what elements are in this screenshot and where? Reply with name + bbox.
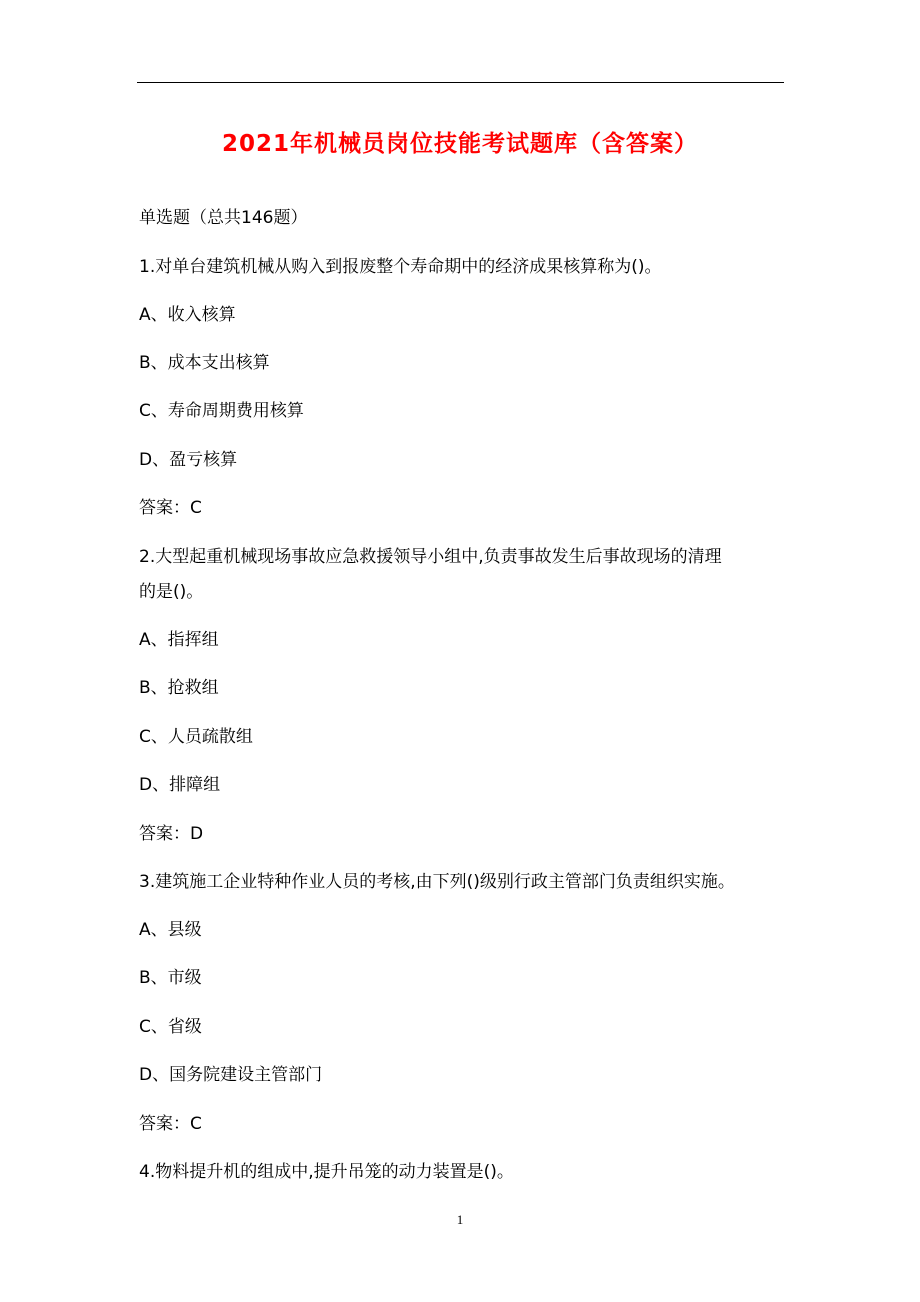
question-3-option-a: A、县级 <box>139 920 202 940</box>
question-1-answer: 答案：C <box>139 498 202 518</box>
question-3-stem: 3.建筑施工企业特种作业人员的考核,由下列()级别行政主管部门负责组织实施。 <box>139 872 735 892</box>
question-3-option-c: C、省级 <box>139 1017 202 1037</box>
question-3-option-b: B、市级 <box>139 968 202 988</box>
question-1-option-b: B、成本支出核算 <box>139 353 270 373</box>
question-1-option-c: C、寿命周期费用核算 <box>139 401 304 421</box>
question-2-option-c: C、人员疏散组 <box>139 727 253 747</box>
question-2-stem-line-2: 的是()。 <box>139 582 204 602</box>
question-1-option-a: A、收入核算 <box>139 305 236 325</box>
question-1-stem: 1.对单台建筑机械从购入到报废整个寿命期中的经济成果核算称为()。 <box>139 257 662 277</box>
document-title: 2021年机械员岗位技能考试题库（含答案） <box>221 131 698 157</box>
question-2-option-a: A、指挥组 <box>139 630 219 650</box>
question-1-option-d: D、盈亏核算 <box>139 450 238 470</box>
question-2-option-d: D、排障组 <box>139 775 221 795</box>
question-4-stem: 4.物料提升机的组成中,提升吊笼的动力装置是()。 <box>139 1162 514 1182</box>
question-2-stem-line-1: 2.大型起重机械现场事故应急救援领导小组中,负责事故发生后事故现场的清理 <box>139 547 722 567</box>
question-3-option-d: D、国务院建设主管部门 <box>139 1065 323 1085</box>
question-2-answer: 答案：D <box>139 824 204 844</box>
header-rule <box>137 82 784 83</box>
question-3-answer: 答案：C <box>139 1114 202 1134</box>
question-2-option-b: B、抢救组 <box>139 678 219 698</box>
page-number: 1 <box>456 1212 464 1227</box>
section-heading: 单选题（总共146题） <box>139 208 308 228</box>
